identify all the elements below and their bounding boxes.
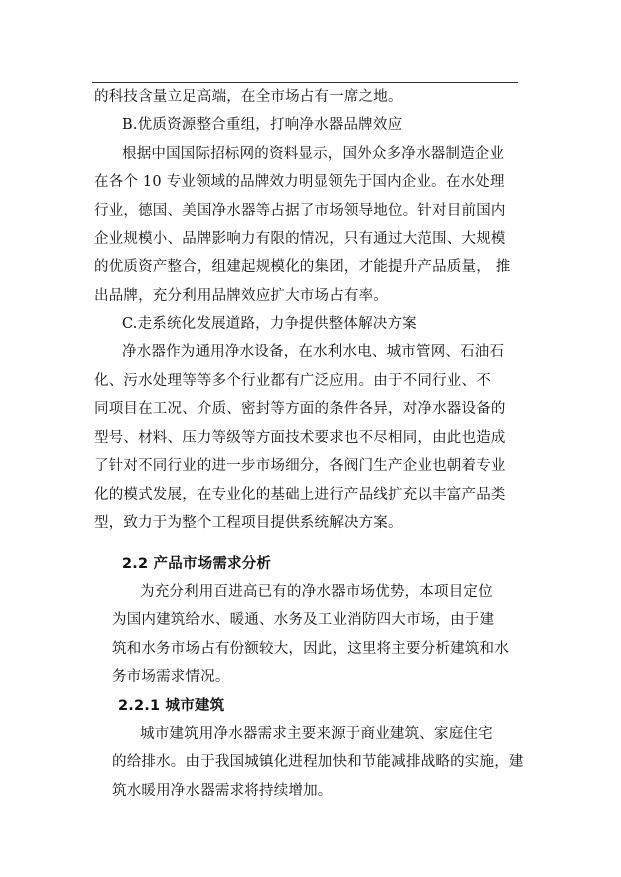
paragraph-line: 筑和水务市场占有份额较大，因此，这里将主要分析建筑和水 xyxy=(112,641,509,657)
paragraph-line: 型，致力于为整个工程项目提供系统解决方案。 xyxy=(94,515,403,531)
paragraph-line: 务市场需求情况。 xyxy=(112,669,230,685)
section-2-2-heading: 2.2 产品市场需求分析 xyxy=(122,556,272,572)
header-rule xyxy=(92,82,518,83)
paragraph-line: 化的模式发展，在专业化的基础上进行产品线扩充以丰富产品类 xyxy=(94,487,506,503)
paragraph-line: 了针对不同行业的进一步市场细分，各阀门生产企业也朝着专业 xyxy=(94,458,506,474)
paragraph-line: 为充分利用百进高已有的净水器市场优势，本项目定位 xyxy=(140,584,493,600)
paragraph-line: 净水器作为通用净水设备，在水利水电、城市管网、石油石 xyxy=(122,344,505,360)
paragraph-line: 行业，德国、美国净水器等占据了市场领导地位。针对目前国内 xyxy=(94,203,506,219)
paragraph-line: 出品牌，充分利用品牌效应扩大市场占有率。 xyxy=(94,288,388,304)
paragraph-line: 筑水暖用净水器需求将持续增加。 xyxy=(112,783,333,799)
paragraph-line: 企业规模小、品牌影响力有限的情况，只有通过大范围、大规模 xyxy=(94,231,506,247)
section-b-heading: B.优质资源整合重组，打响净水器品牌效应 xyxy=(122,117,403,133)
paragraph-line: 型号、材料、压力等级等方面技术要求也不尽相同，由此也造成 xyxy=(94,430,506,446)
paragraph-line: 根据中国国际招标网的资料显示，国外众多净水器制造企业 xyxy=(122,146,505,162)
paragraph-line: 城市建筑用净水器需求主要来源于商业建筑、家庭住宅 xyxy=(140,726,493,742)
paragraph-line: 在各个 10 专业领域的品牌效力明显领先于国内企业。在水处理 xyxy=(94,174,505,190)
paragraph-line: 同项目在工况、介质、密封等方面的条件各异，对净水器设备的 xyxy=(94,401,506,417)
paragraph-line: 的优质资产整合，组建起规模化的集团，才能提升产品质量， 推 xyxy=(94,259,511,275)
section-c-heading: C.走系统化发展道路，力争提供整体解决方案 xyxy=(122,316,417,332)
paragraph-line: 化、污水处理等等多个行业都有广泛应用。由于不同行业、不 xyxy=(94,373,491,389)
paragraph-line: 的科技含量立足高端，在全市场占有一席之地。 xyxy=(94,89,403,105)
paragraph-line: 为国内建筑给水、暖通、水务及工业消防四大市场，由于建 xyxy=(112,612,495,628)
section-2-2-1-heading: 2.2.1 城市建筑 xyxy=(118,698,225,714)
paragraph-line: 的给排水。由于我国城镇化进程加快和节能减排战略的实施，建 xyxy=(112,754,524,770)
